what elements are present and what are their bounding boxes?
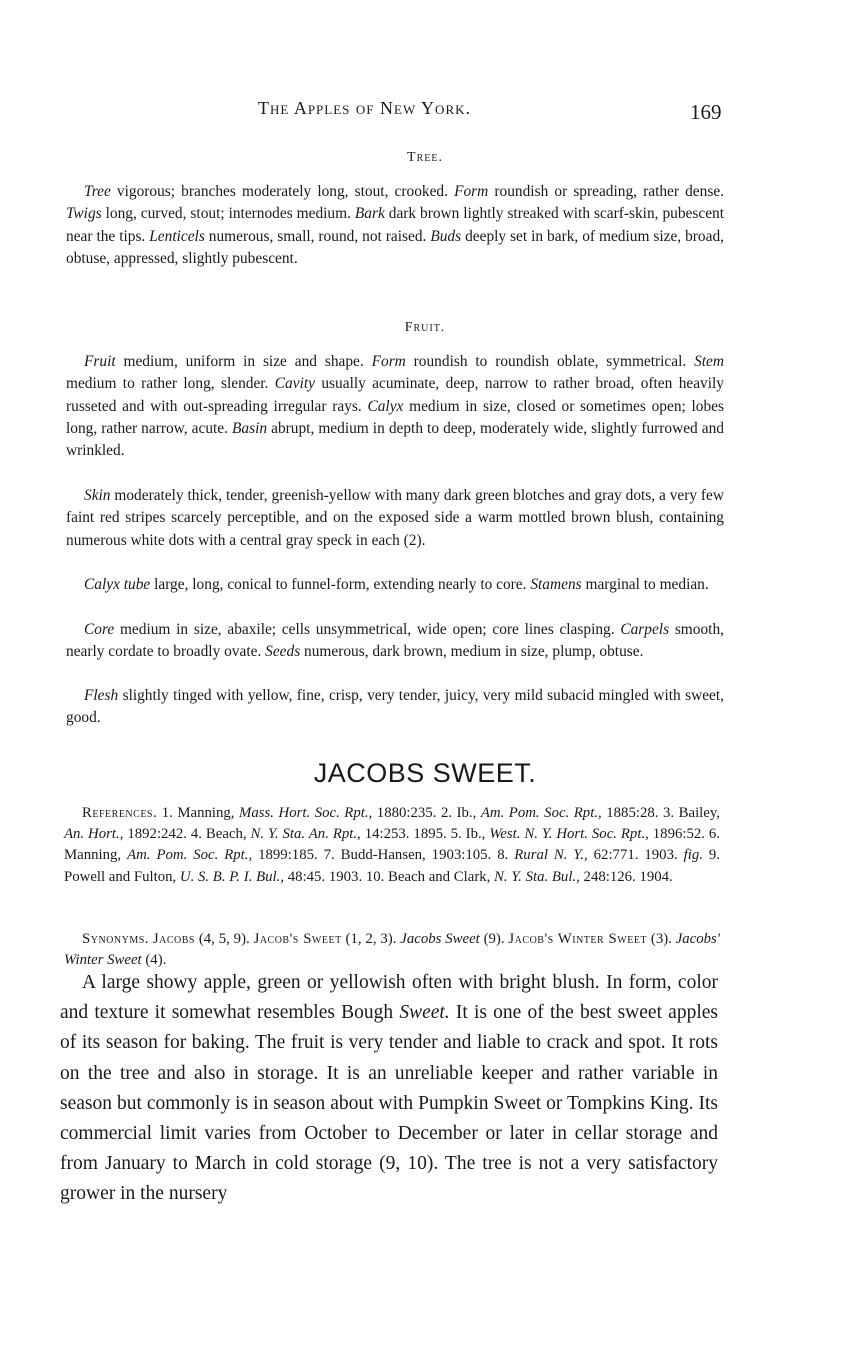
- text-run: (4, 5, 9).: [194, 931, 254, 947]
- running-header: [0, 96, 850, 126]
- italic-term: N. Y. Sta. An. Rpt.,: [250, 826, 361, 843]
- italic-term: Lenticels: [149, 227, 205, 245]
- italic-term: Mass. Hort. Soc. Rpt.,: [239, 805, 373, 821]
- small-caps-term: Jacobs: [152, 931, 195, 947]
- synonyms: [64, 929, 720, 971]
- text-run: medium, uniform in size and shape.: [115, 353, 372, 370]
- text-run: 1885:28. 3. Bailey,: [601, 805, 720, 821]
- italic-term: N. Y. Sta. Bul.,: [494, 868, 580, 885]
- italic-term: Fruit: [84, 353, 116, 370]
- italic-term: U. S. B. P. I. Bul.,: [179, 868, 285, 885]
- text-run: dark brown lightly streaked with scarf-skin, pubescent near the tips.: [66, 205, 724, 245]
- small-caps-term: Synonyms.: [82, 931, 149, 947]
- small-caps-term: Jacob's Sweet: [253, 931, 342, 947]
- text-run: (4).: [141, 952, 167, 969]
- italic-term: Basin: [232, 419, 268, 437]
- text-run: 1896:52. 6. Manning,: [64, 826, 720, 864]
- text-run: smooth, nearly cordate to broadly ovate.: [66, 621, 724, 661]
- text-run: (1, 2, 3).: [341, 931, 401, 947]
- text-run: numerous, small, round, not raised.: [204, 227, 431, 245]
- italic-term: Am. Pom. Soc. Rpt.,: [127, 847, 253, 864]
- text-run: (3).: [647, 931, 676, 947]
- italic-term: Stamens: [530, 576, 582, 593]
- italic-term: Rural N. Y.,: [514, 847, 588, 864]
- fruit-paragraph-calyx-tube: [66, 574, 724, 596]
- italic-term: Twigs: [66, 205, 102, 223]
- text-run: 248:126. 1904.: [579, 868, 673, 885]
- text-run: medium to rather long, slender.: [66, 375, 275, 393]
- text-run: roundish or spreading, rather dense.: [488, 183, 724, 200]
- italic-term: Form: [454, 183, 489, 200]
- italic-term: Jacobs' Winter Sweet: [64, 931, 720, 969]
- text-run: slightly tinged with yellow, fine, crisp, very tender, juicy, very mild subacid mingled with sweet, good.: [66, 687, 724, 727]
- italic-term: fig.: [683, 847, 703, 864]
- text-run: usually acuminate, deep, narrow to rather broad, often heavily russeted and with out-spreading irregular rays.: [66, 375, 724, 415]
- italic-term: Flesh: [84, 687, 119, 704]
- page-number: 169: [690, 100, 722, 124]
- fruit-paragraph-core: [66, 619, 724, 664]
- text-run: 1. Manning,: [157, 805, 240, 821]
- italic-term: West. N. Y. Hort. Soc. Rpt.,: [489, 826, 649, 843]
- italic-term: Calyx tube: [84, 576, 151, 593]
- text-run: 1880:235. 2. Ib.,: [372, 805, 481, 821]
- text-run: 14:253. 1895. 5. Ib.,: [360, 826, 490, 843]
- article-title: JACOBS SWEET.: [313, 758, 537, 788]
- text-run: (9).: [479, 931, 509, 947]
- text-run: large, long, conical to funnel-form, extending nearly to core.: [150, 576, 531, 593]
- fruit-paragraph-form: [66, 351, 724, 462]
- text-run: 9. Powell and Fulton,: [64, 847, 720, 885]
- italic-term: Bark: [354, 205, 385, 223]
- fruit-heading: Fruit.: [404, 320, 446, 335]
- variety-description: [60, 968, 718, 1210]
- text-run: 1892:242. 4. Beach,: [123, 826, 251, 843]
- text-run: vigorous; branches moderately long, stout, crooked.: [110, 183, 455, 200]
- text-run: deeply set in bark, of medium size, broad, obtuse, appressed, slightly pubescent.: [66, 227, 724, 267]
- text-run: A large showy apple, green or yellowish often with bright blush. In form, color and texture it somewhat resembles Bough: [60, 972, 718, 1024]
- references: [64, 803, 720, 888]
- italic-term: Form: [371, 353, 406, 370]
- small-caps-term: References.: [82, 805, 158, 821]
- text-run: medium in size, closed or sometimes open; lobes long, rather narrow, acute.: [66, 397, 725, 437]
- italic-term: Calyx: [367, 397, 404, 415]
- text-run: 1899:185. 7. Budd-Hansen, 1903:105. 8.: [252, 847, 515, 864]
- text-run: 62:771. 1903.: [587, 847, 684, 864]
- text-run: medium in size, abaxile; cells unsymmetrical, wide open; core lines clasping.: [114, 621, 621, 638]
- italic-term: Sweet.: [399, 1002, 450, 1024]
- text-run: roundish to roundish oblate, symmetrical.: [405, 353, 695, 370]
- small-caps-term: Jacob's Winter Sweet: [508, 931, 648, 947]
- italic-term: Am. Pom. Soc. Rpt.,: [480, 805, 602, 821]
- text-run: long, curved, stout; internodes medium.: [101, 205, 355, 223]
- italic-term: Seeds: [265, 643, 301, 661]
- italic-term: Tree: [84, 183, 111, 200]
- text-run: It is one of the best sweet apples of its season for baking. The fruit is very tender and liable to crack and spot. It rots on the tree and also in storage. It is an unreliable keeper and rather variable in season but commonly is in season about with Pumpkin Sweet or Tompkins King. Its commercial limit varies from October to December or later in cellar storage and from January to March in cold storage (9, 10). The tree is not a very satisfactory grower in the nursery: [60, 1002, 718, 1205]
- text-run: 48:45. 1903. 10. Beach and Clark,: [284, 868, 495, 885]
- italic-term: Buds: [430, 227, 462, 245]
- tree-heading: Tree.: [407, 150, 443, 165]
- running-title: The Apples of New York.: [258, 98, 472, 118]
- text-run: abrupt, medium in depth to deep, moderately wide, slightly furrowed and wrinkled.: [66, 419, 724, 460]
- tree-description: [66, 181, 724, 270]
- fruit-paragraph-flesh: [66, 685, 724, 730]
- italic-term: Core: [84, 621, 115, 638]
- text-run: numerous, dark brown, medium in size, plump, obtuse.: [300, 643, 644, 661]
- italic-term: An. Hort.,: [64, 826, 124, 843]
- italic-term: Cavity: [274, 375, 315, 393]
- italic-term: Jacobs Sweet: [400, 931, 480, 947]
- text-run: marginal to median.: [581, 576, 709, 593]
- italic-term: Stem: [694, 353, 724, 370]
- italic-term: Carpels: [620, 621, 670, 638]
- fruit-paragraph-skin: [66, 485, 724, 552]
- text-run: moderately thick, tender, greenish-yellow with many dark green blotches and gray dots, a very few faint red stripes scarcely perceptible, and on the exposed side a warm mottled brown blush, containing numerous white dots with a central gray speck in each (2).: [66, 487, 724, 549]
- italic-term: Skin: [84, 487, 111, 504]
